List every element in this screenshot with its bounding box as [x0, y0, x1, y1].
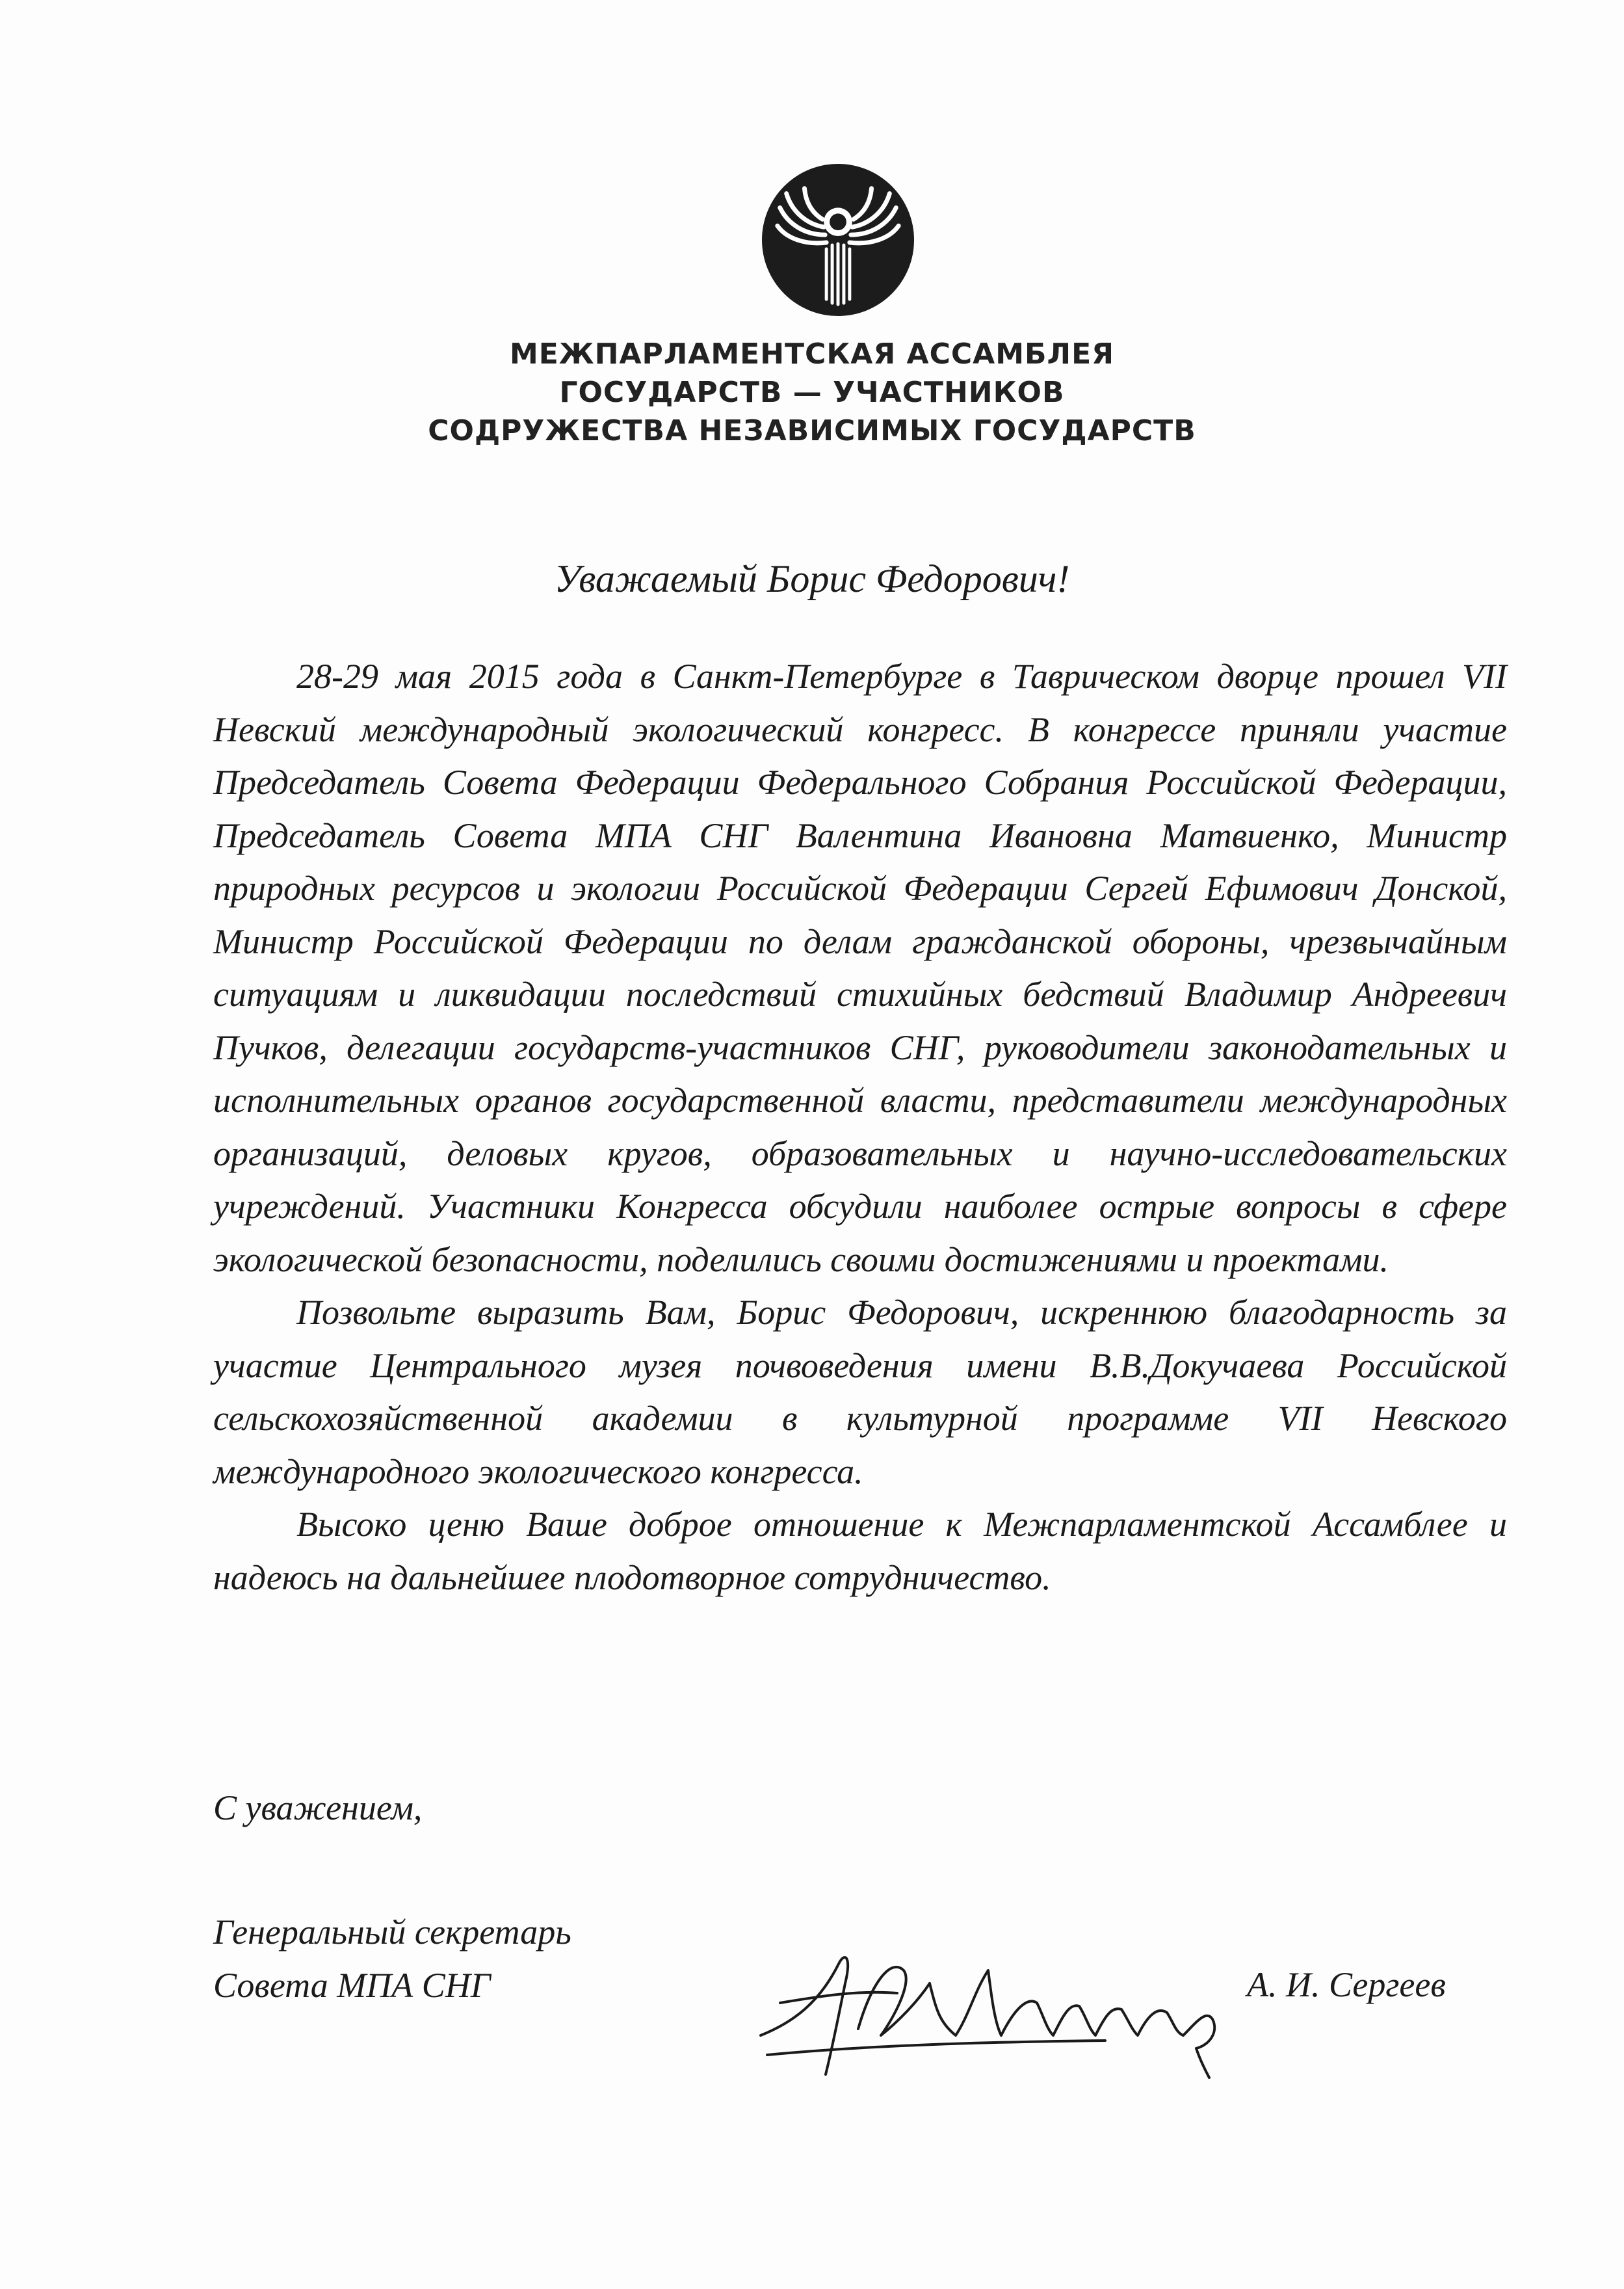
handwritten-signature — [741, 1925, 1235, 2087]
org-name-line-3: СОДРУЖЕСТВА НЕЗАВИСИМЫХ ГОСУДАРСТВ — [428, 414, 1196, 447]
org-name-line-2: ГОСУДАРСТВ — УЧАСТНИКОВ — [559, 376, 1065, 409]
org-name-line-1: МЕЖПАРЛАМЕНТСКАЯ АССАМБЛЕЯ — [509, 337, 1115, 371]
salutation: Уважаемый Борис Федорович! — [554, 557, 1070, 600]
signatory-title — [213, 1905, 571, 2012]
closing-phrase: С уважением, — [213, 1788, 423, 1827]
signatory-title-line-2: Совета МПА СНГ — [213, 1966, 491, 2005]
organization-name — [0, 335, 1624, 450]
letter-body — [213, 650, 1507, 1604]
paragraph-congress: 28-29 мая 2015 года в Санкт-Петербурге в Таврическом дворце прошел VII Невский международный экологический конгресс. В конгрессе приняли участие Председатель Совета Федерации Федерального Собрания Российской Федерации, Председатель Совета МПА СНГ Валентина Ивановна Матвиенко, Министр природных ресурсов и экологии Российской Федерации Сергей Ефимович Донской, Министр Российской Федерации по делам гражданской обороны, чрезвычайным ситуациям и ликвидации последствий стихийных бедствий Владимир Андреевич Пучков, делегации государств-участников СНГ, руководители законодательных и исполнительных органов государственной власти, представители международных организаций, деловых кругов, образовательных и научно-исследовательских учреждений. Участники Конгресса обсудили наиболее острые вопросы в сфере экологической безопасности, поделились своими достижениями и проектами. — [213, 657, 1507, 1279]
paragraph-cooperation: Высоко ценю Ваше доброе отношение к Межпарламентской Ассамблее и надеюсь на дальнейшее плодотворное сотрудничество. — [213, 1505, 1507, 1597]
signatory-title-line-1: Генеральный секретарь — [213, 1912, 571, 1952]
paragraph-gratitude: Позвольте выразить Вам, Борис Федорович, искреннюю благодарность за участие Центрального музея почвоведения имени В.В.Докучаева Российской сельскохозяйственной академии в культурной программе VII Невского международного экологического конгресса. — [213, 1293, 1507, 1491]
signatory-name: А. И. Сергеев — [1247, 1965, 1446, 2004]
cis-ipa-emblem-icon — [761, 163, 915, 317]
